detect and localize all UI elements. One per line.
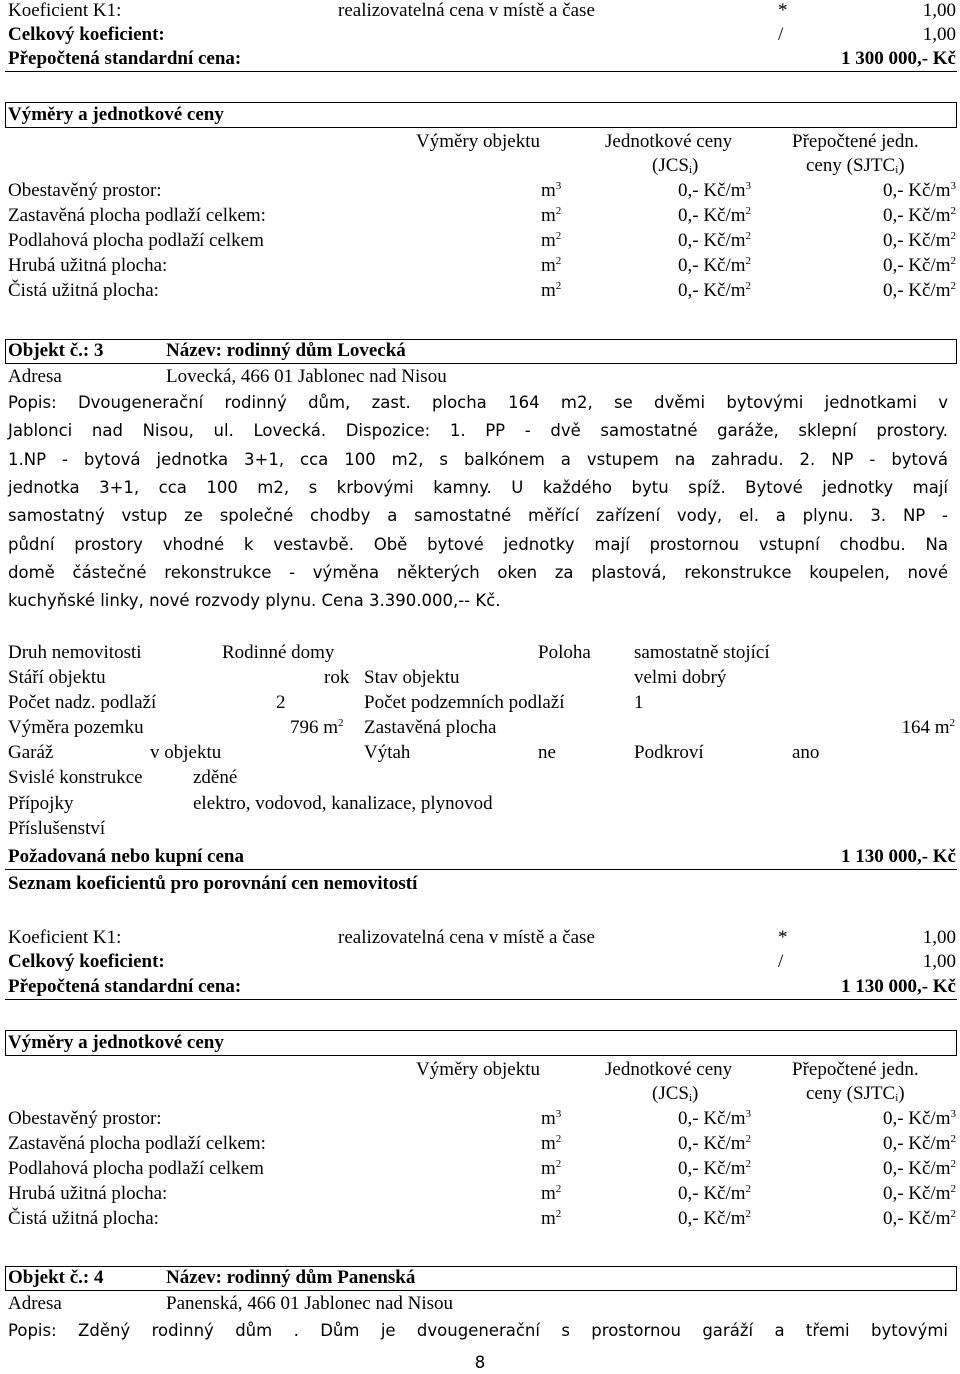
col-jcs-header-2: $(JCS_i)$ [652,155,699,176]
object3-header-box [5,339,957,364]
measure-row-label: Podlahová plocha podlaží celkem [8,1158,264,1179]
std-price-underline-2 [5,999,957,1000]
description-line: domě částečné rekonstrukce - výměna některých oken za plastová, rekonstrukce koupelen, nové [8,562,948,582]
object4-address-label: Adresa [8,1293,62,1314]
col-sjtc-header-b: Přepočtené jedn. [792,1059,919,1080]
col-sjtc-header-2: ceny $(SJTC_i)$ [806,155,905,176]
object4-address: Panenská, 466 01 Jablonec nad Nisou [166,1293,454,1314]
nadz-label: Počet nadz. podlaží [8,692,157,713]
total-coef-value: 1,00 [922,24,956,45]
object4-header-box [5,1266,957,1291]
pripojky-value: elektro, vodovod, kanalizace, plynovod [193,793,493,814]
measure-row-sjtc: 0,- $Kč/m^2$ [882,280,956,301]
col-jcs-header-b: Jednotkové ceny [605,1059,733,1080]
measure-row-jcs: 0,- $Kč/m^2$ [678,280,752,301]
description-line: Popis: Dvougenerační rodinný dům, zast. plocha 164 m2, se dvěmi bytovými jednotkami v [8,393,948,412]
measure-row-sjtc: 0,- $Kč/m^3$ [882,180,956,201]
measure-row-unit: $m^2$ [541,1183,562,1204]
measures-title-2: Výměry a jednotkové ceny [8,1032,224,1053]
description-line: 1.NP - bytová jednotka 3+1, cca 100 m2, s balkónem a vstupem na zahradu. 2. NP - bytová [8,449,948,469]
stav-value: velmi dobrý [634,667,727,688]
poloha-label: Poloha [538,642,591,663]
col-jcs-header-b2: $(JCS_i)$ [652,1083,699,1104]
measure-row-label: Obestavěný prostor: [8,180,162,201]
object4-number: Objekt č.: 4 [8,1267,104,1288]
measure-row-jcs: 0,- $Kč/m^2$ [678,1158,752,1179]
garaz-label: Garáž [8,742,54,763]
measure-row-sjtc: 0,- $Kč/m^2$ [882,205,956,226]
k1-description: realizovatelná cena v místě a čase [338,0,595,21]
k1-operator: * [778,0,788,21]
pozemek-value: 796 $m^2$ [290,717,344,738]
measure-row-label: Hrubá užitná plocha: [8,1183,168,1204]
measure-row-unit: $m^3$ [541,180,562,201]
measure-row-sjtc: 0,- $Kč/m^2$ [882,1158,956,1179]
std-price-value-2: 1 130 000,- Kč [840,976,956,997]
col-sjtc-header-b2: ceny $(SJTC_i)$ [806,1083,905,1104]
poloha-value: samostatně stojící [634,642,770,663]
measure-row-sjtc: 0,- $Kč/m^2$ [882,1133,956,1154]
measure-row-unit: $m^2$ [541,280,562,301]
page-number: 8 [474,1353,486,1372]
object3-number: Objekt č.: 3 [8,340,104,361]
col-vymery-header: Výměry objektu [416,131,541,152]
col-vymery-header-2: Výměry objektu [416,1059,541,1080]
measure-row-jcs: 0,- $Kč/m^3$ [678,1108,752,1129]
k1-value: 1,00 [922,0,956,21]
stav-label: Stav objektu [364,667,460,688]
total-coef-label-2: Celkový koeficient: [8,951,165,972]
measure-row-sjtc: 0,- $Kč/m^2$ [882,1183,956,1204]
measure-row-label: Podlahová plocha podlaží celkem [8,230,264,251]
description-line: samostatný vstup ze společné chodby a samostatné měřící zařízení vody, el. a plynu. 3. NP - [8,506,948,526]
price-underline [5,869,957,870]
measure-row-jcs: 0,- $Kč/m^2$ [678,1183,752,1204]
k1-label: Koeficient K1: [8,0,122,21]
zast-label: Zastavěná plocha [364,717,497,738]
std-price-label: Přepočtená standardní cena: [8,48,242,69]
total-coef-value-2: 1,00 [922,951,956,972]
measure-row-sjtc: 0,- $Kč/m^2$ [882,1208,956,1229]
stari-label: Stáří objektu [8,667,106,688]
measure-row-label: Obestavěný prostor: [8,1108,162,1129]
col-jcs-header: Jednotkové ceny [605,131,733,152]
podkrovi-label: Podkroví [634,742,704,763]
description-line: Jablonci nad Nisou, ul. Lovecká. Dispozice: 1. PP - dvě samostatné garáže, sklepní prostory. [8,421,948,441]
stari-unit: rok [324,667,350,688]
std-price-value: 1 300 000,- Kč [840,48,956,69]
druh-label: Druh nemovitosti [8,642,142,663]
vytah-value: ne [538,742,556,763]
vytah-label: Výtah [364,742,411,763]
k1-label-2: Koeficient K1: [8,927,122,948]
total-coef-label: Celkový koeficient: [8,24,165,45]
measure-row-jcs: 0,- $Kč/m^2$ [678,1208,752,1229]
measure-row-jcs: 0,- $Kč/m^2$ [678,1133,752,1154]
std-price-underline [5,71,957,72]
svisle-label: Svislé konstrukce [8,767,143,788]
measures-title: Výměry a jednotkové ceny [8,104,224,125]
measure-row-label: Zastavěná plocha podlaží celkem: [8,1133,266,1154]
measure-row-label: Čistá užitná plocha: [8,280,159,301]
pripojky-label: Přípojky [8,793,74,814]
price-label: Požadovaná nebo kupní cena [8,846,244,867]
measure-row-sjtc: 0,- $Kč/m^3$ [882,1108,956,1129]
measure-row-unit: $m^2$ [541,230,562,251]
measure-row-label: Zastavěná plocha podlaží celkem: [8,205,266,226]
k1-operator-2: * [778,927,788,948]
measure-row-jcs: 0,- $Kč/m^2$ [678,255,752,276]
col-sjtc-header: Přepočtené jedn. [792,131,919,152]
object4-name: Název: rodinný dům Panenská [166,1267,416,1288]
measure-row-label: Čistá užitná plocha: [8,1208,159,1229]
object4-description: Popis: Zděný rodinný dům . Dům je dvougenerační s prostornou garáží a třemi bytovými [8,1321,948,1340]
podz-label: Počet podzemních podlaží [364,692,565,713]
measure-row-unit: $m^2$ [541,1133,562,1154]
coef-list-title: Seznam koeficientů pro porovnání cen nemovitostí [8,873,418,894]
measure-row-sjtc: 0,- $Kč/m^2$ [882,255,956,276]
pozemek-label: Výměra pozemku [8,717,144,738]
measure-row-unit: $m^2$ [541,1158,562,1179]
measure-row-jcs: 0,- $Kč/m^3$ [678,180,752,201]
description-line: jednotka 3+1, cca 100 m2, s krbovými kamny. U každého bytu spíž. Bytové jednotky mají [8,477,948,497]
measure-row-sjtc: 0,- $Kč/m^2$ [882,230,956,251]
total-coef-operator-2: / [778,951,784,972]
description-line: půdní prostory vhodné k vestavbě. Obě bytové jednotky mají prostornou vstupní chodbu. Na [8,534,948,554]
measure-row-jcs: 0,- $Kč/m^2$ [678,205,752,226]
zast-value: 164 $m^2$ [901,717,955,738]
measure-row-jcs: 0,- $Kč/m^2$ [678,230,752,251]
k1-description-2: realizovatelná cena v místě a čase [338,927,595,948]
price-value: 1 130 000,- Kč [840,846,956,867]
podkrovi-value: ano [792,742,820,763]
object3-address-label: Adresa [8,366,62,387]
measure-row-unit: $m^2$ [541,205,562,226]
std-price-label-2: Přepočtená standardní cena: [8,976,242,997]
object3-description-last: kuchyňské linky, nové rozvody plynu. Cena 3.390.000,-- Kč. [8,591,501,610]
k1-value-2: 1,00 [922,927,956,948]
measure-row-unit: $m^2$ [541,1208,562,1229]
druh-value: Rodinné domy [222,642,335,663]
object3-address: Lovecká, 466 01 Jablonec nad Nisou [166,366,447,387]
garaz-value: v objektu [150,742,222,763]
object3-name: Název: rodinný dům Lovecká [166,340,406,361]
measure-row-label: Hrubá užitná plocha: [8,255,168,276]
podz-value: 1 [634,692,644,713]
svisle-value: zděné [193,767,238,788]
measure-row-unit: $m^2$ [541,255,562,276]
prislusenstvi-label: Příslušenství [8,818,106,839]
measure-row-unit: $m^3$ [541,1108,562,1129]
nadz-value: 2 [276,692,286,713]
total-coef-operator: / [778,24,784,45]
